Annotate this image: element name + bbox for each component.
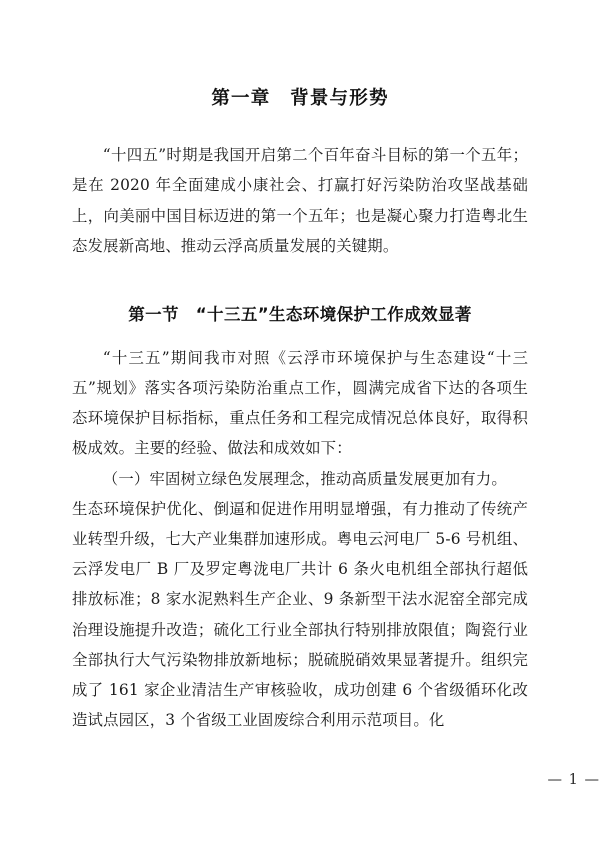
paragraph-background-overview: “十四五”时期是我国开启第二个百年奋斗目标的第一个五年；是在 2020 年全面建成小康社会、打赢打好污染防治攻坚战基础上，向美丽中国目标迈进的第一个五年；也是凝心聚力打造粤北生态发展新高地、推动云浮高质量发展的关键期。: [72, 146, 528, 255]
section-heading: 第一节 “十三五”生态环境保护工作成效显著: [128, 305, 472, 324]
paragraph-135-plan-summary: “十三五”期间我市对照《云浮市环境保护与生态建设“十三五”规划》落实各项污染防治重点工作，圆满完成省下达的各项生态环境保护目标指标，重点任务和工程完成情况总体良好，取得积极成效。主要的经验、做法和成效如下：: [72, 348, 528, 458]
spacer-after-chapter-title: [72, 110, 528, 140]
page-content: [72, 0, 528, 848]
paragraph-item-one-title: （一）牢固树立绿色发展理念，推动高质量发展更加有力。: [102, 469, 507, 488]
page-number: — 1 —: [547, 772, 600, 788]
paragraph-item-one-body: 生态环境保护优化、倒逼和促进作用明显增强，有力推动了传统产业转型升级，七大产业集群加速形成。粤电云河电厂 5-6 号机组、云浮发电厂 B 厂及罗定粤泷电厂共计 6 条火电机组全部执行超低排放标准；8 家水泥熟料生产企业、9 条新型干法水泥窑全部完成治理设施提升改造；硫化工行业全部执行特别排放限值；陶瓷行业全部执行大气污染物排放新地标；脱硫脱硝效果显著提升。组织完成了 161 家企业清洁生产审核验收，成功创建 6 个省级循环化改造试点园区，3 个省级工业固废综合利用示范项目。化: [72, 499, 528, 730]
chapter-title: 第一章 背景与形势: [211, 88, 389, 109]
spacer-after-section-heading: [72, 325, 528, 343]
